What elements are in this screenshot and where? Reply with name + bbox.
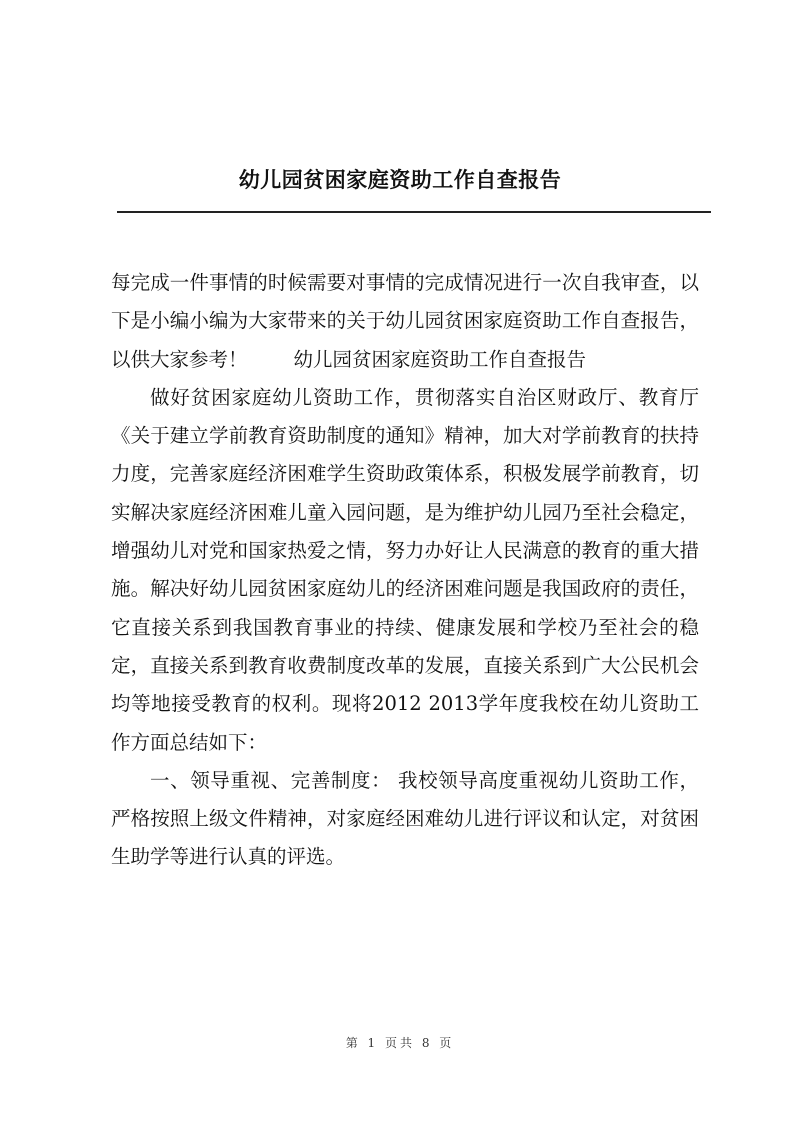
document-title: 幼儿园贫困家庭资助工作自查报告 [238, 168, 562, 192]
body-paragraph-2: 一、领导重视、完善制度： 我校领导高度重视幼儿资助工作，严格按照上级文件精神，对家庭经困难幼儿进行评议和认定，对贫困生助学等进行认真的评选。 [111, 768, 699, 869]
body-paragraph-1: 做好贫困家庭幼儿资助工作，贯彻落实自治区财政厅、教育厅《关于建立学前教育资助制度的通知》精神，加大对学前教育的扶持力度，完善家庭经济困难学生资助政策体系，积极发展学前教育，切实解决家庭经济困难儿童入园问题，是为维护幼儿园乃至社会稳定，增强幼儿对党和国家热爱之情，努力办好让人民满意的教育的重大措施。解决好幼儿园贫困家庭幼儿的经济困难问题是我国政府的责任，它直接关系到我国教育事业的持续、健康发展和学校乃至社会的稳定，直接关系到教育收费制度改革的发展，直接关系到广大公民机会均等地接受教育的权利。现将2012 2013学年度我校在幼儿资助工作方面总结如下： [111, 385, 699, 754]
intro-paragraph [111, 264, 699, 379]
title-underline [117, 211, 711, 213]
document-body [111, 264, 699, 877]
intro-text: 每完成一件事情的时候需要对事情的完成情况进行一次自我审查，以下是小编小编为大家带来的关于幼儿园贫困家庭资助工作自查报告，以供大家参考！ [111, 271, 699, 371]
intro-heading-repeat: 幼儿园贫困家庭资助工作自查报告 [293, 347, 587, 371]
page-footer: 第 1 页共 8 页 [345, 1036, 455, 1050]
